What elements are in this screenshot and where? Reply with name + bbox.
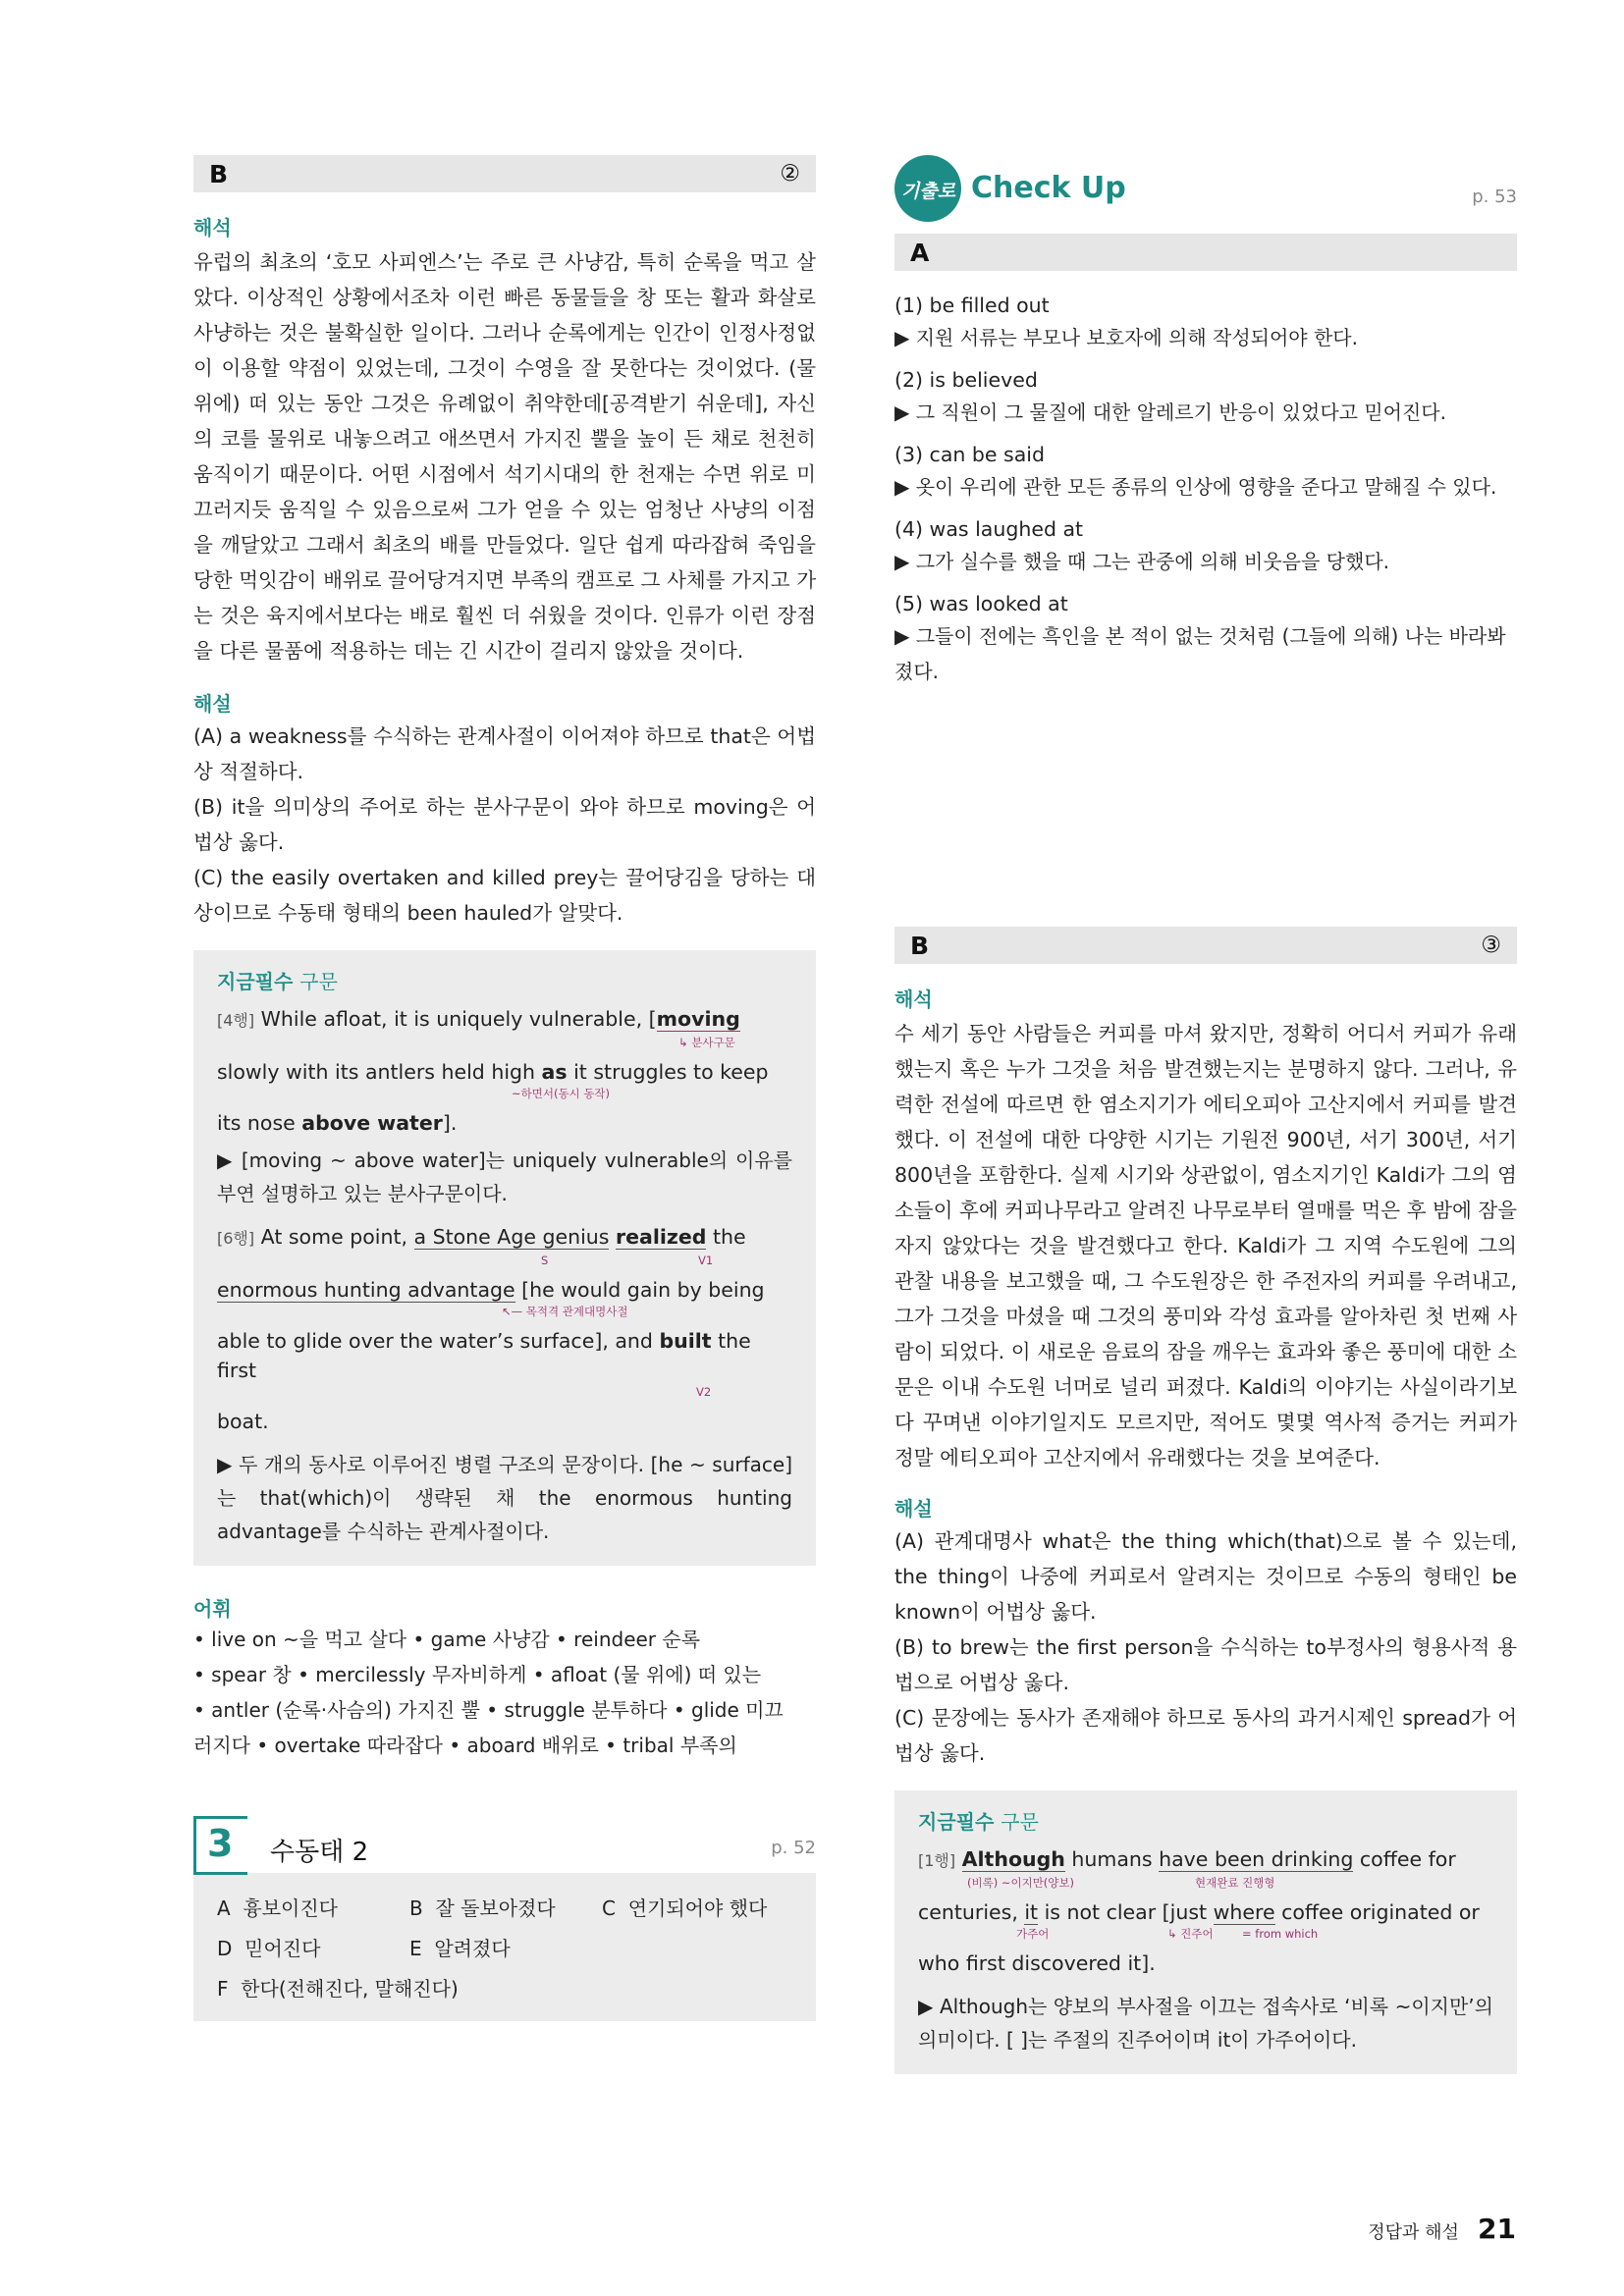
section-a-header xyxy=(894,234,1517,271)
translation-text: 유럽의 최초의 ‘호모 사피엔스’는 주로 큰 사냥감, 특히 순록을 먹고 살았다. 이상적인 상황에서조차 이런 빠른 동물들을 창 또는 활과 화살로 사냥하는 것은 불확실한 일이다. 그러나 순록에게는 인간이 인정사정없이 이용할 약점이 있었는데, 그것이 수영을 잘 못한다는 것이었다. (물위에) 떠 있는 동안 그것은 유례없이 취약한데[공격받기 쉬운데], 자신의 코를 물위로 내놓으려고 애쓰면서 가지진 뿔을 높이 든 채로 천천히 움직이기 때문이다. 어떤 시점에서 석기시대의 한 천재는 수면 위로 미끄러지듯 움직일 수 있음으로써 그가 얻을 수 있는 엄청난 사냥의 이점을 깨달았고 그래서 최초의 배를 만들었다. 일단 쉽게 따라잡혀 죽임을 당한 먹잇감이 배위로 끌어당겨지면 부족의 캠프로 그 사체를 가지고 가는 것은 육지에서보다는 배로 훨씬 더 쉬웠을 것이다. 인류가 이런 장점을 다른 물품에 적용하는 데는 긴 시간이 걸리지 않았을 것이다. xyxy=(193,250,816,663)
syntax-sentence: enormous hunting advantage [he would gain by being xyxy=(217,1278,765,1302)
page-ref: p. 53 xyxy=(1472,187,1517,207)
answer-number: ② xyxy=(780,161,800,187)
annotation: ↳ 분사구문 xyxy=(678,1036,735,1049)
haeseok-label: 해석 xyxy=(894,988,933,1011)
answer-number: ③ xyxy=(1481,933,1501,958)
section-b-header xyxy=(894,927,1517,964)
answer-cell: A 흉보이진다 xyxy=(217,1896,339,1920)
annotation: ↖— 목적격 관계대명사절 xyxy=(502,1305,628,1318)
haeseol-label: 해설 xyxy=(894,1497,933,1521)
vocab-list xyxy=(193,1622,816,1763)
syntax-sentence: boat. xyxy=(217,1410,269,1433)
explanation-item: (A) 관계대명사 what은 the thing which(that)으로 볼 수 있는데, the thing이 나중에 커피로서 알려지는 것이므로 수동의 형태인 be known이 어법상 옳다. xyxy=(894,1529,1517,1624)
checkup-badge: 기출로 xyxy=(894,155,961,222)
answer-table xyxy=(217,1887,767,2007)
syntax-sentence: slowly with its antlers held high as it struggles to keep xyxy=(217,1060,769,1084)
list-item: (4) was laughed at ▶ 그가 실수를 했을 때 그는 관중에 의해 비웃음을 당했다. xyxy=(894,517,1389,573)
explanation-list xyxy=(193,719,816,931)
annotation-row xyxy=(918,1927,1493,1949)
answer-cell: D 믿어진다 xyxy=(217,1937,321,1960)
explanation-list xyxy=(894,1523,1517,1771)
syntax-note: ▶ [moving ~ above water]는 uniquely vulnerable의 이유를 부연 설명하고 있는 분사구문이다. xyxy=(217,1148,792,1205)
section-letter: B xyxy=(910,932,930,960)
annotation-row xyxy=(217,1385,792,1407)
section-letter: A xyxy=(910,239,930,267)
annotation: V1 xyxy=(698,1254,714,1267)
list-item: (2) is believed ▶ 그 직원이 그 물질에 대한 알레르기 반응이 있었다고 믿어진다. xyxy=(894,368,1446,424)
page-ref: p. 52 xyxy=(771,1838,816,1858)
syntax-sentence: [4행] While afloat, it is uniquely vulnerable, [moving xyxy=(217,1007,740,1031)
list-item: (1) be filled out ▶ 지원 서류는 부모나 보호자에 의해 작성되어야 한다. xyxy=(894,294,1358,349)
vocab-line: • live on ~을 먹고 살다 • game 사냥감 • reindeer 순록 xyxy=(193,1628,701,1651)
syntax-box-title: 지금필수 구문 xyxy=(217,970,338,993)
vocab-label: 어휘 xyxy=(193,1597,232,1621)
explanation-item: (C) 문장에는 동사가 존재해야 하므로 동사의 과거시제인 spread가 어법상 옳다. xyxy=(894,1706,1517,1765)
checkup-header xyxy=(894,155,1517,224)
explanation-item: (B) it을 의미상의 주어로 하는 분사구문이 와야 하므로 moving은 어법상 옳다. xyxy=(193,795,816,854)
list-item: (3) can be said ▶ 옷이 우리에 관한 모든 종류의 인상에 영향을 준다고 말해질 수 있다. xyxy=(894,443,1497,499)
answers-box xyxy=(193,1873,816,2021)
syntax-sentence: centuries, it is not clear [just where coffee originated or xyxy=(918,1900,1480,1924)
vocab-line: • antler (순록·사슴의) 가지진 뿔 • struggle 분투하다 • glide 미끄 xyxy=(193,1698,784,1722)
section-b-body xyxy=(894,984,1517,2074)
section-b-header xyxy=(193,155,816,192)
syntax-sentence: able to glide over the water’s surface], and built the first xyxy=(217,1329,751,1382)
explanation-item: (B) to brew는 the first person을 수식하는 to부정사의 형용사적 용법으로 어법상 옳다. xyxy=(894,1635,1517,1694)
section-3-header xyxy=(193,1816,816,1873)
answer-cell: C 연기되어야 했다 xyxy=(602,1896,768,1920)
syntax-box-title: 지금필수 구문 xyxy=(918,1810,1039,1834)
syntax-sentence: who first discovered it]. xyxy=(918,1951,1156,1975)
page-number: 21 xyxy=(1478,2213,1516,2245)
footer-label: 정답과 해설 xyxy=(1368,2222,1459,2243)
syntax-note: ▶ Although는 양보의 부사절을 이끄는 접속사로 ‘비록 ~이지만’의 의미이다. [ ]는 주절의 진주어이며 it이 가주어이다. xyxy=(918,1995,1493,2052)
annotation: S xyxy=(541,1254,549,1267)
syntax-sentence: [6행] At some point, a Stone Age genius realized the xyxy=(217,1225,746,1249)
annotation-row xyxy=(217,1036,792,1057)
section-number: 3 xyxy=(207,1822,234,1865)
annotation: 가주어 xyxy=(1016,1927,1050,1941)
answer-cell: B 잘 돌보아졌다 xyxy=(409,1896,556,1920)
annotation-row xyxy=(217,1305,792,1326)
haeseol-label: 해설 xyxy=(193,692,232,716)
annotation: (비록) ~이지만(양보) xyxy=(967,1876,1074,1890)
annotation: = from which xyxy=(1242,1927,1319,1941)
annotation: V2 xyxy=(696,1385,712,1399)
annotation: ↳ 진주어 xyxy=(1167,1927,1214,1941)
translation-text: 수 세기 동안 사람들은 커피를 마셔 왔지만, 정확히 어디서 커피가 유래했는지 혹은 누가 그것을 처음 발견했는지는 분명하지 않다. 그러나, 유력한 전설에 따르면 한 염소지기가 에티오피아 고산지에서 커피를 발견했다. 이 전설에 대한 다양한 시기는 기원전 900년, 서기 300년, 서기 800년을 포함한다. 실제 시기와 상관없이, 염소지기인 Kaldi가 그의 염소들이 후에 커피나무라고 알려진 나무로부터 열매를 먹은 후 밤에 잠을 자지 않았다는 것을 발견했다고 한다. Kaldi가 그 지역 수도원에 그의 관찰 내용을 보고했을 때, 그 수도원장은 한 주전자의 커피를 우려내고, 그가 그것을 마셨을 때 그것의 풍미와 각성 효과를 알아차린 첫 번째 사람이 되었다. 이 새로운 음료의 잠을 깨우는 효과와 좋은 풍미에 대한 소문은 이내 수도원 너머로 널리 퍼졌다. Kaldi의 이야기는 사실이라기보다 꾸며낸 이야기일지도 모르지만, 적어도 몇몇 역사적 증거는 커피가 정말 에티오피아 고산지에서 유래했다는 것을 보여준다. xyxy=(894,1022,1517,1469)
syntax-sentence: its nose above water]. xyxy=(217,1111,458,1135)
explanation-item: (C) the easily overtaken and killed prey는 끌어당김을 당하는 대상이므로 수동태 형태의 been hauled가 알맞다. xyxy=(193,866,816,925)
list-item: (5) was looked at ▶ 그들이 전에는 흑인을 본 적이 없는 것처럼 (그들에 의해) 나는 바라봐졌다. xyxy=(894,592,1506,683)
syntax-box xyxy=(193,950,816,1566)
checkup-title: Check Up xyxy=(971,171,1126,205)
annotation-row xyxy=(217,1254,792,1275)
left-column xyxy=(193,155,816,2021)
section-letter: B xyxy=(209,160,229,188)
syntax-box xyxy=(894,1790,1517,2074)
explanation-item: (A) a weakness를 수식하는 관계사절이 이어져야 하므로 that은 어법상 적절하다. xyxy=(193,724,816,783)
page-footer xyxy=(1368,2213,1516,2248)
syntax-note: ▶ 두 개의 동사로 이루어진 병렬 구조의 문장이다. [he ~ surface]는 that(which)이 생략된 채 the enormous hunting advantage를 수식하는 관계사절이다. xyxy=(217,1453,792,1543)
answer-cell: F 한다(전해진다, 말해진다) xyxy=(217,1977,459,2001)
syntax-sentence: [1행] Although humans have been drinking coffee for xyxy=(918,1847,1456,1871)
annotation: ~하면서(동시 동작) xyxy=(512,1087,611,1100)
annotation-row xyxy=(918,1876,1493,1897)
vocab-line: 러지다 • overtake 따라잡다 • aboard 배위로 • tribal 부족의 xyxy=(193,1734,737,1757)
haeseok-label: 해석 xyxy=(193,216,232,240)
answer-cell: E 알려졌다 xyxy=(409,1937,511,1960)
section-title: 수동태 2 xyxy=(270,1838,369,1867)
annotation: 현재완료 진행형 xyxy=(1195,1876,1275,1890)
vocab-line: • spear 창 • mercilessly 무자비하게 • afloat (물 위에) 떠 있는 xyxy=(193,1663,762,1686)
right-column xyxy=(894,155,1517,2052)
annotation-row xyxy=(217,1087,792,1108)
section-a-items xyxy=(894,291,1517,689)
